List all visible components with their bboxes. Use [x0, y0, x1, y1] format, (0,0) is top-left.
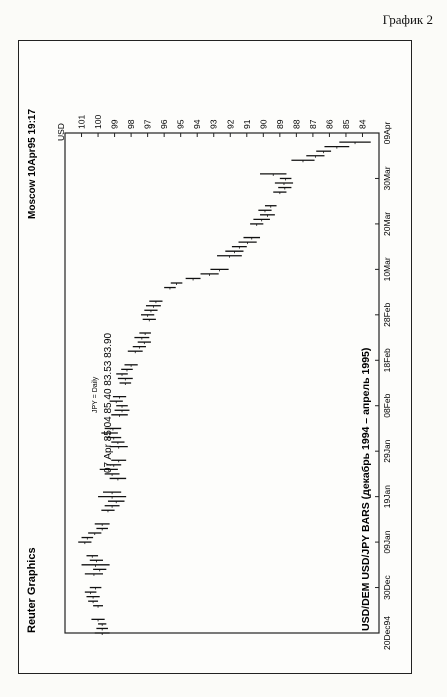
y-tick-label: 86	[324, 119, 335, 129]
chart-last-values: 07 Apr 85.04 85.40 83.53 83.90	[103, 332, 114, 473]
y-unit-label: USD	[56, 123, 66, 141]
y-tick-label: 98	[126, 119, 137, 129]
y-tick-label: 96	[159, 119, 170, 129]
x-tick-label: 10Mar	[382, 257, 392, 282]
x-tick-label: 29Jan	[382, 439, 392, 463]
x-tick-label: 19Jan	[382, 485, 392, 509]
y-tick-label: 84	[357, 119, 368, 129]
y-tick-label: 95	[175, 119, 186, 129]
y-tick-label: 93	[208, 119, 219, 129]
y-tick-label: 85	[340, 119, 351, 129]
y-tick-label: 91	[241, 119, 252, 129]
chart-source: Reuter Graphics	[26, 547, 38, 633]
x-tick-label: 30Dec	[382, 575, 392, 600]
y-tick-label: 88	[291, 119, 302, 129]
x-tick-label: 20Dec94	[382, 615, 392, 651]
price-bars	[78, 142, 371, 635]
y-tick-label: 94	[192, 119, 203, 129]
x-tick-label: 09Apr	[382, 121, 392, 145]
x-tick-label: 18Feb	[382, 348, 392, 373]
y-tick-label: 90	[258, 119, 269, 129]
y-tick-label: 101	[76, 114, 87, 129]
chart-stamp: Moscow 10Apr95 19:17	[27, 108, 38, 219]
x-tick-label: 09Jan	[382, 530, 392, 554]
chart-frame	[18, 40, 412, 674]
x-tick-label: 30Mar	[382, 166, 392, 191]
y-tick-label: 100	[93, 114, 104, 129]
chart-svg	[19, 41, 411, 673]
y-tick-label: 89	[274, 119, 285, 129]
y-tick-label: 92	[225, 119, 236, 129]
chart-series-label: JPY = Daily	[92, 376, 99, 413]
x-tick-label: 08Feb	[382, 393, 392, 418]
page-caption: График 2	[382, 12, 433, 27]
y-tick-label: 97	[142, 119, 153, 129]
y-tick-label: 99	[109, 119, 120, 129]
chart-title: USD/DEM USD/JPY BARS (декабрь 1994 – апрель 1995)	[360, 347, 372, 631]
x-tick-label: 20Mar	[382, 211, 392, 236]
x-tick-label: 28Feb	[382, 302, 392, 327]
y-tick-label: 87	[307, 119, 318, 129]
y-axis	[77, 115, 368, 137]
x-axis	[375, 121, 392, 650]
